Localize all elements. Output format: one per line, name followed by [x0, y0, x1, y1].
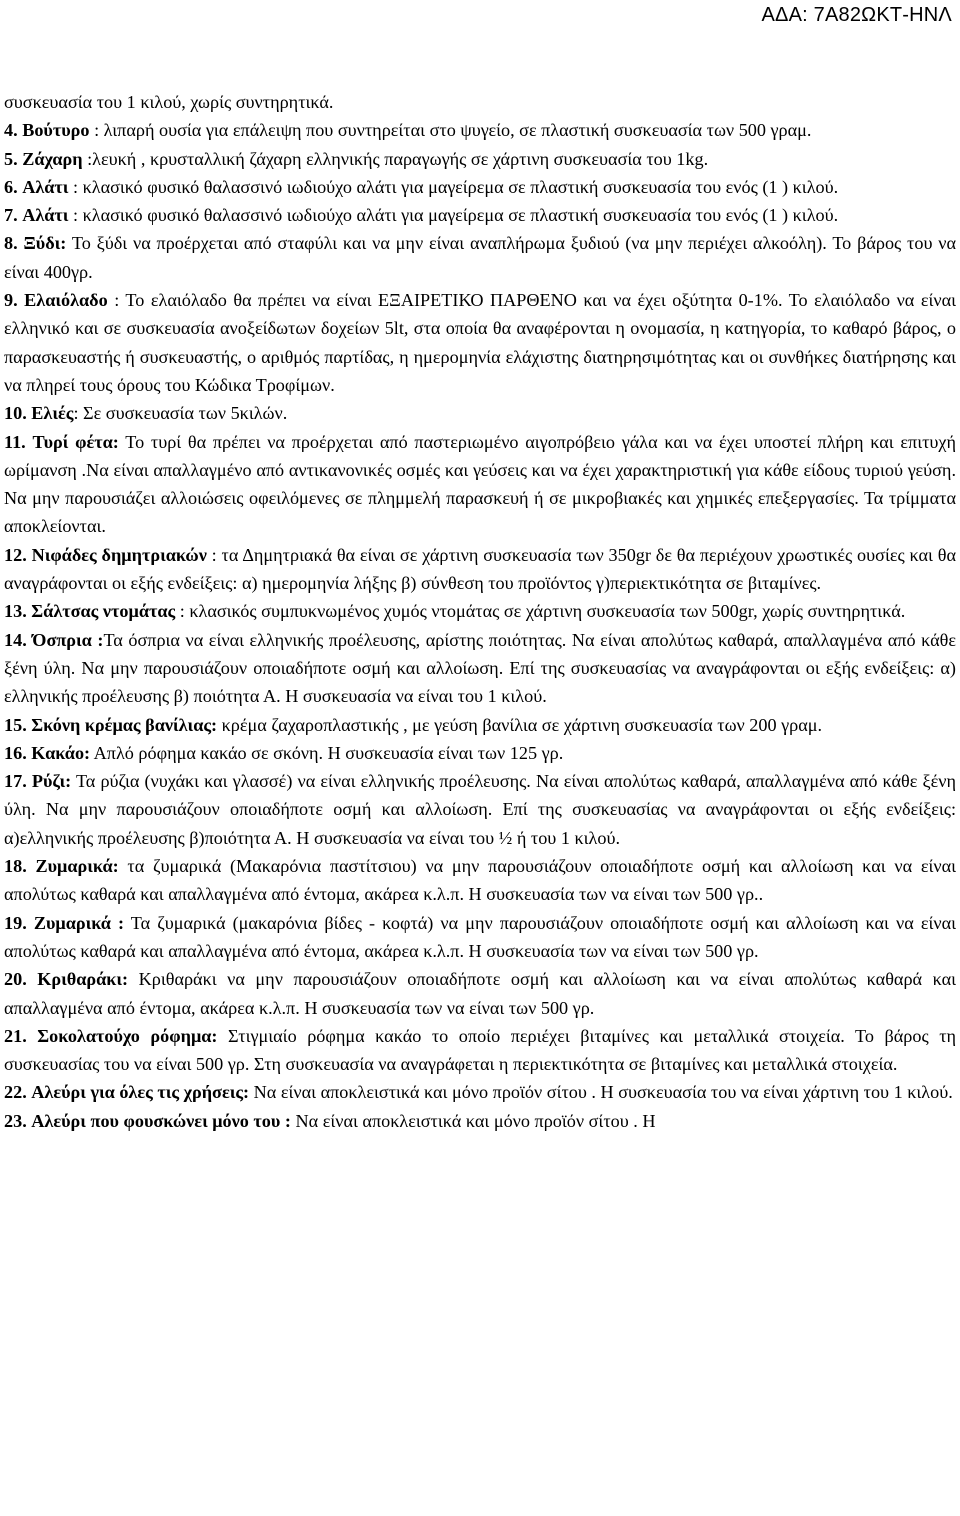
item-text: κρέμα ζαχαροπλαστικής , με γεύση βανίλια σε χάρτινη συσκευασία των 200 γραμ.	[217, 714, 823, 735]
spec-item	[4, 626, 956, 711]
item-text: τα ζυμαρικά (Μακαρόνια παστίτσιου) να μην παρουσιάζουν οποιαδήποτε οσμή και αλλοίωση και να είναι απολύτως καθαρά και απαλλαγμένα από έντομα, ακάρεα κ.λ.π. Η συσκευασία των να είναι των 500 γρ..	[4, 856, 956, 905]
item-text: : Σε συσκευασία των 5κιλών.	[73, 403, 288, 424]
item-label: Σκόνη κρέμας βανίλιας:	[31, 714, 218, 735]
item-text: : τα Δημητριακά θα είναι σε χάρτινη συσκευασία των 350gr δε θα περιέχουν χρωστικές ουσίες και θα αναγράφονται οι εξής ενδείξεις: α) ημερομηνία λήξης β) σύνθεση του προϊόντος γ)περιεκτικότητα σε βιταμίνες.	[4, 544, 957, 594]
spec-item	[4, 739, 956, 767]
spec-item	[4, 173, 956, 201]
item-label: Κακάο:	[31, 742, 91, 763]
spec-item	[4, 201, 956, 229]
item-text: Τα όσπρια να είναι ελληνικής προέλευσης, αρίστης ποιότητας. Να είναι απολύτως καθαρά, απαλλαγμένα από κάθε ξένη ύλη. Να μην παρουσιάζουν οποιαδήποτε οσμή και αλλοίωση. Επί της συσκευασίας να αναγράφονται οι εξής ενδείξεις: α) ελληνικής προέλευσης β) ποιότητα Α. Η συσκευασία να είναι του 1 κιλού.	[4, 629, 957, 707]
spec-item	[4, 711, 956, 739]
item-label: Αλάτι	[22, 205, 69, 226]
spec-item	[4, 1107, 956, 1135]
item-text: Να είναι αποκλειστικά και μόνο προϊόν σίτου . Η συσκευασία του να είναι χάρτινη του 1 κιλού.	[249, 1082, 953, 1103]
item-label: Ζυμαρικά:	[35, 856, 119, 877]
item-label: Ζυμαρικά :	[33, 912, 125, 933]
item-number: 8.	[4, 233, 18, 254]
item-number: 20.	[4, 969, 27, 990]
item-label: Ξύδι:	[23, 233, 67, 254]
item-number: 12.	[4, 544, 27, 565]
item-text: Κριθαράκι να μην παρουσιάζουν οποιαδήποτε οσμή και αλλοίωση και να είναι απολύτως καθαρά και απαλλαγμένα από έντομα, ακάρεα κ.λ.π. Η συσκευασία των να είναι των 500 γρ.	[4, 969, 957, 1018]
item-text: : λιπαρή ουσία για επάλειψη που συντηρείται στο ψυγείο, σε πλαστική συσκευασία των 500 γραμ.	[89, 120, 812, 141]
spec-item	[4, 1078, 956, 1106]
spec-item	[4, 229, 956, 286]
item-text: Να είναι αποκλειστικά και μόνο προϊόν σίτου . Η	[290, 1110, 656, 1131]
item-text: συσκευασία του 1 κιλού, χωρίς συντηρητικά.	[4, 92, 334, 112]
item-number: 13.	[4, 601, 27, 622]
spec-item	[4, 541, 956, 598]
item-number: 4.	[4, 120, 18, 141]
spec-item	[4, 399, 956, 427]
item-label: Νιφάδες δημητριακών	[31, 544, 207, 565]
item-number: 11.	[4, 431, 26, 452]
item-label: Σάλτσας ντομάτας	[31, 601, 176, 622]
item-label: Τυρί φέτα:	[32, 431, 119, 452]
spec-item	[4, 286, 956, 399]
item-number: 9.	[4, 290, 18, 311]
spec-item	[4, 145, 956, 173]
item-number: 18.	[4, 856, 27, 877]
item-number: 5.	[4, 148, 18, 169]
spec-item	[4, 1022, 956, 1079]
item-text: : κλασικό φυσικό θαλασσινό ιωδιούχο αλάτι για μαγείρεμα σε πλαστική συσκευασία του ενός (1 ) κιλού.	[68, 205, 839, 226]
spec-item	[4, 88, 956, 116]
spec-item	[4, 767, 956, 852]
spec-item	[4, 116, 956, 144]
item-number: 14.	[4, 629, 27, 650]
item-label: Ρύζι:	[31, 771, 72, 792]
ada-header-code: ΑΔΑ: 7Α82ΩΚΤ-ΗΝΛ	[761, 4, 952, 26]
item-number: 21.	[4, 1025, 27, 1046]
spec-item	[4, 852, 956, 909]
item-label: Ελαιόλαδο	[24, 290, 108, 311]
item-label: Αλάτι	[22, 176, 69, 197]
item-number: 23.	[4, 1110, 27, 1131]
item-label: Κριθαράκι:	[37, 969, 129, 990]
item-number: 10.	[4, 403, 27, 424]
item-label: Αλεύρι που φουσκώνει μόνο του :	[31, 1110, 291, 1131]
item-text: : κλασικό φυσικό θαλασσινό ιωδιούχο αλάτι για μαγείρεμα σε πλαστική συσκευασία του ενός (1 ) κιλού.	[68, 176, 839, 197]
item-text: Το τυρί θα πρέπει να προέρχεται από παστεριωμένο αιγοπρόβειο γάλα και να έχει υποστεί πλήρη και επιτυχή ωρίμανση .Να είναι απαλλαγμένο από αντικανονικές οσμές και γεύσεις και να έχει χαρακτηριστική για κάθε είδους τυριού γεύση. Να μην παρουσιάζει αλλοιώσεις οφειλόμενες σε πλημμελή παρασκευή ή σε μικροβιακές και χημικές επεξεργασίες. Τα τρίμματα αποκλείονται.	[4, 431, 956, 537]
item-number: 16.	[4, 742, 27, 763]
item-text: : Το ελαιόλαδο θα πρέπει να είναι ΕΞΑΙΡΕΤΙΚΟ ΠΑΡΘΕΝΟ και να έχει οξύτητα 0-1%. Το ελαιόλαδο να είναι ελληνικό και σε συσκευασία ανοξείδωτων δοχείων 5lt, στα οποία θα αναφέρονται η ονομασία, η κατηγορία, το καθαρό βάρος, ο παρασκευαστής ή συσκευαστής, ο αριθμός παρτίδας, η ημερομηνία ελάχιστης διατηρησιμότητας και οι συνθήκες διατήρησης και να πληρεί τους όρους του Κώδικα Τροφίμων.	[4, 290, 957, 395]
item-number: 15.	[4, 714, 27, 735]
item-number: 22.	[4, 1082, 27, 1103]
item-label: Ζάχαρη	[22, 148, 83, 169]
item-text: Το ξύδι να προέρχεται από σταφύλι και να μην είναι αναπλήρωμα ξυδιού (να μην περιέχει αλκοόλη). Το βάρος του να είναι 400γρ.	[4, 233, 957, 282]
item-text: Στιγμιαίο ρόφημα κακάο το οποίο περιέχει βιταμίνες και μεταλλικά στοιχεία. Το βάρος τη συσκευασίας του να είναι 500 γρ. Στη συσκευασία να αναγράφεται η περιεκτικότητα σε βιταμίνες και μεταλλικά στοιχεία.	[4, 1025, 957, 1075]
item-label: Αλεύρι για όλες τις χρήσεις:	[31, 1082, 250, 1103]
item-label: Ελιές	[31, 403, 74, 424]
item-text: :λευκή , κρυσταλλική ζάχαρη ελληνικής παραγωγής σε χάρτινη συσκευασία του 1kg.	[82, 148, 709, 169]
item-number: 6.	[4, 176, 18, 197]
spec-item	[4, 428, 956, 541]
spec-item	[4, 909, 956, 966]
item-number: 7.	[4, 205, 18, 226]
item-number: 17.	[4, 771, 27, 792]
document-body	[4, 88, 956, 1135]
item-label: Σοκολατούχο ρόφημα:	[37, 1025, 218, 1046]
spec-item	[4, 965, 956, 1022]
item-text: Τα ζυμαρικά (μακαρόνια βίδες - κοφτά) να μην παρουσιάζουν οποιαδήποτε οσμή και αλλοίωση και να είναι απολύτως καθαρά και απαλλαγμένα από έντομα, ακάρεα κ.λ.π. Η συσκευασία των να είναι των 500 γρ.	[4, 912, 957, 961]
item-text: : κλασικός συμπυκνωμένος χυμός ντομάτας σε χάρτινη συσκευασία των 500gr, χωρίς συντηρητικά.	[175, 601, 906, 622]
item-text: Τα ρύζια (νυχάκι και γλασσέ) να είναι ελληνικής προέλευσης. Να είναι απολύτως καθαρά, απαλλαγμένα από κάθε ξένη ύλη. Να μην παρουσιάζουν οποιαδήποτε οσμή και αλλοίωση. Επί της συσκευασίας να αναγράφονται οι εξής ενδείξεις: α)ελληνικής προέλευσης β)ποιότητα Α. Η συσκευασία να είναι του ½ ή του 1 κιλού.	[4, 771, 956, 848]
item-label: Όσπρια :	[32, 629, 104, 650]
item-label: Βούτυρο	[22, 120, 90, 141]
spec-item	[4, 597, 956, 625]
item-text: Απλό ρόφημα κακάο σε σκόνη. Η συσκευασία είναι των 125 γρ.	[90, 742, 564, 763]
item-number: 19.	[4, 912, 27, 933]
